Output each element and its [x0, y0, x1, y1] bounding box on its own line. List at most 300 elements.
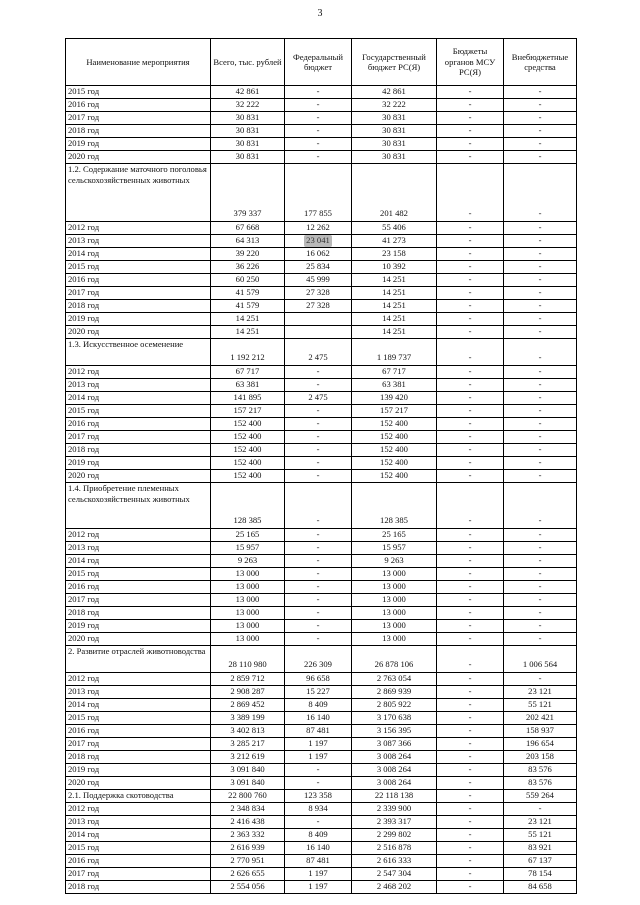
cell-federal: 1 197 — [285, 881, 352, 894]
cell-federal: 2 475 — [285, 339, 352, 366]
cell-municipal: - — [437, 555, 504, 568]
cell-extra: 203 158 — [504, 751, 577, 764]
cell-state: 201 482 — [352, 164, 437, 222]
cell-total: 30 831 — [211, 151, 285, 164]
cell-extra: 1 006 564 — [504, 646, 577, 673]
cell-municipal: - — [437, 99, 504, 112]
cell-municipal: - — [437, 803, 504, 816]
cell-extra: - — [504, 405, 577, 418]
cell-federal: 15 227 — [285, 686, 352, 699]
cell-state: 10 392 — [352, 261, 437, 274]
cell-municipal: - — [437, 138, 504, 151]
cell-municipal: - — [437, 392, 504, 405]
cell-label: 2017 год — [66, 594, 211, 607]
cell-state: 63 381 — [352, 379, 437, 392]
cell-state: 14 251 — [352, 287, 437, 300]
header-total: Всего, тыс. рублей — [211, 39, 285, 86]
cell-municipal: - — [437, 405, 504, 418]
cell-total: 25 165 — [211, 529, 285, 542]
cell-municipal: - — [437, 738, 504, 751]
cell-municipal: - — [437, 751, 504, 764]
cell-state: 152 400 — [352, 470, 437, 483]
cell-label: 2016 год — [66, 725, 211, 738]
table-row — [66, 112, 577, 125]
table-row — [66, 379, 577, 392]
cell-state: 14 251 — [352, 300, 437, 313]
cell-label: 2017 год — [66, 738, 211, 751]
cell-extra: - — [504, 313, 577, 326]
cell-total: 2 348 834 — [211, 803, 285, 816]
cell-total: 2 416 438 — [211, 816, 285, 829]
cell-extra: 559 264 — [504, 790, 577, 803]
cell-total: 36 226 — [211, 261, 285, 274]
cell-state: 128 385 — [352, 483, 437, 529]
cell-extra: - — [504, 151, 577, 164]
cell-state: 22 118 138 — [352, 790, 437, 803]
cell-extra: - — [504, 164, 577, 222]
table-row — [66, 751, 577, 764]
table-row — [66, 581, 577, 594]
cell-state: 2 339 900 — [352, 803, 437, 816]
cell-municipal: - — [437, 881, 504, 894]
cell-federal: - — [285, 633, 352, 646]
cell-federal: 8 409 — [285, 829, 352, 842]
cell-state: 2 869 939 — [352, 686, 437, 699]
table-row — [66, 855, 577, 868]
cell-state: 13 000 — [352, 594, 437, 607]
table-row — [66, 594, 577, 607]
table-row — [66, 607, 577, 620]
cell-state: 2 516 878 — [352, 842, 437, 855]
table-row — [66, 842, 577, 855]
table-row — [66, 261, 577, 274]
cell-label: 2015 год — [66, 261, 211, 274]
cell-federal: - — [285, 483, 352, 529]
section-row — [66, 483, 577, 529]
cell-federal: 8 409 — [285, 699, 352, 712]
cell-extra: - — [504, 112, 577, 125]
cell-state: 13 000 — [352, 633, 437, 646]
cell-federal: - — [285, 366, 352, 379]
table-row — [66, 248, 577, 261]
cell-label: 2019 год — [66, 313, 211, 326]
cell-municipal: - — [437, 607, 504, 620]
table-body — [66, 86, 577, 894]
cell-federal: - — [285, 470, 352, 483]
header-municipal: Бюджеты органов МСУ РС(Я) — [437, 39, 504, 86]
cell-extra: - — [504, 392, 577, 405]
table-row — [66, 405, 577, 418]
cell-state: 152 400 — [352, 444, 437, 457]
cell-label: 2018 год — [66, 881, 211, 894]
cell-extra: - — [504, 555, 577, 568]
cell-label: 1.3. Искусственное осеменение — [66, 339, 211, 366]
cell-total: 157 217 — [211, 405, 285, 418]
cell-total: 41 579 — [211, 300, 285, 313]
cell-federal: - — [285, 594, 352, 607]
cell-label: 2017 год — [66, 112, 211, 125]
cell-label: 2018 год — [66, 125, 211, 138]
cell-municipal: - — [437, 222, 504, 235]
table-row — [66, 138, 577, 151]
table-row — [66, 777, 577, 790]
cell-municipal: - — [437, 712, 504, 725]
table-row — [66, 725, 577, 738]
table-row — [66, 633, 577, 646]
cell-extra: - — [504, 803, 577, 816]
cell-federal: - — [285, 379, 352, 392]
cell-extra: - — [504, 300, 577, 313]
cell-label: 1.2. Содержание маточного поголовья сельскохозяйственных животных — [66, 164, 211, 222]
cell-federal: 16 140 — [285, 842, 352, 855]
cell-label: 2016 год — [66, 274, 211, 287]
cell-label: 2. Развитие отраслей животноводства — [66, 646, 211, 673]
smudged-value: 23 041 — [306, 235, 330, 246]
cell-federal: - — [285, 529, 352, 542]
cell-total: 3 091 840 — [211, 764, 285, 777]
cell-federal: 177 855 — [285, 164, 352, 222]
cell-extra: - — [504, 594, 577, 607]
cell-federal: 16 140 — [285, 712, 352, 725]
cell-state: 14 251 — [352, 274, 437, 287]
cell-label: 2014 год — [66, 829, 211, 842]
table-row — [66, 313, 577, 326]
cell-federal: - — [285, 555, 352, 568]
cell-municipal: - — [437, 725, 504, 738]
cell-total: 3 402 813 — [211, 725, 285, 738]
cell-municipal: - — [437, 777, 504, 790]
cell-extra: - — [504, 248, 577, 261]
cell-total: 13 000 — [211, 620, 285, 633]
cell-extra: - — [504, 529, 577, 542]
cell-label: 2012 год — [66, 529, 211, 542]
cell-label: 2015 год — [66, 568, 211, 581]
cell-federal: 1 197 — [285, 868, 352, 881]
cell-extra: - — [504, 261, 577, 274]
cell-municipal: - — [437, 594, 504, 607]
cell-state: 157 217 — [352, 405, 437, 418]
cell-label: 2016 год — [66, 418, 211, 431]
cell-extra: - — [504, 326, 577, 339]
cell-label: 2018 год — [66, 751, 211, 764]
cell-label: 2013 год — [66, 542, 211, 555]
cell-total: 41 579 — [211, 287, 285, 300]
cell-municipal: - — [437, 633, 504, 646]
cell-municipal: - — [437, 868, 504, 881]
table-row — [66, 790, 577, 803]
page-number: 3 — [317, 8, 323, 19]
cell-state: 2 393 317 — [352, 816, 437, 829]
cell-total: 128 385 — [211, 483, 285, 529]
table-row — [66, 235, 577, 248]
cell-total: 3 091 840 — [211, 777, 285, 790]
cell-federal: 12 262 — [285, 222, 352, 235]
cell-label: 2019 год — [66, 138, 211, 151]
cell-extra: - — [504, 274, 577, 287]
cell-state: 13 000 — [352, 568, 437, 581]
cell-label: 1.4. Приобретение племенных сельскохозяйственных животных — [66, 483, 211, 529]
cell-label: 2017 год — [66, 287, 211, 300]
cell-total: 2 616 939 — [211, 842, 285, 855]
cell-state: 3 008 264 — [352, 751, 437, 764]
section-row — [66, 164, 577, 222]
cell-extra: 84 658 — [504, 881, 577, 894]
cell-federal — [285, 235, 352, 248]
cell-label: 2019 год — [66, 457, 211, 470]
cell-municipal: - — [437, 300, 504, 313]
cell-label: 2020 год — [66, 777, 211, 790]
cell-federal: 45 999 — [285, 274, 352, 287]
cell-federal: 25 834 — [285, 261, 352, 274]
cell-federal: - — [285, 607, 352, 620]
cell-label: 2019 год — [66, 764, 211, 777]
cell-municipal: - — [437, 151, 504, 164]
cell-federal: - — [285, 777, 352, 790]
header-state: Государственный бюджет РС(Я) — [352, 39, 437, 86]
cell-state: 3 008 264 — [352, 764, 437, 777]
cell-total: 3 212 619 — [211, 751, 285, 764]
cell-extra: - — [504, 457, 577, 470]
cell-label: 2016 год — [66, 581, 211, 594]
table-row — [66, 151, 577, 164]
cell-federal: - — [285, 764, 352, 777]
cell-label: 2019 год — [66, 620, 211, 633]
cell-total: 13 000 — [211, 633, 285, 646]
cell-state: 152 400 — [352, 431, 437, 444]
table-row — [66, 699, 577, 712]
cell-federal: 8 934 — [285, 803, 352, 816]
table-row — [66, 568, 577, 581]
cell-total: 141 895 — [211, 392, 285, 405]
table-row — [66, 431, 577, 444]
cell-label: 2.1. Поддержка скотоводства — [66, 790, 211, 803]
cell-state: 14 251 — [352, 313, 437, 326]
cell-label: 2018 год — [66, 607, 211, 620]
cell-municipal: - — [437, 339, 504, 366]
cell-extra: - — [504, 633, 577, 646]
table-row — [66, 444, 577, 457]
table-row — [66, 881, 577, 894]
cell-municipal: - — [437, 699, 504, 712]
cell-extra: 83 576 — [504, 764, 577, 777]
cell-extra: 196 654 — [504, 738, 577, 751]
section-row — [66, 646, 577, 673]
table-row — [66, 673, 577, 686]
cell-state: 3 008 264 — [352, 777, 437, 790]
cell-label: 2017 год — [66, 431, 211, 444]
cell-state: 26 878 106 — [352, 646, 437, 673]
cell-total: 2 770 951 — [211, 855, 285, 868]
table-row — [66, 125, 577, 138]
cell-label: 2014 год — [66, 392, 211, 405]
cell-extra: 55 121 — [504, 829, 577, 842]
cell-total: 3 285 217 — [211, 738, 285, 751]
cell-municipal: - — [437, 790, 504, 803]
cell-municipal: - — [437, 542, 504, 555]
table-row — [66, 542, 577, 555]
cell-federal: 123 358 — [285, 790, 352, 803]
cell-total: 152 400 — [211, 457, 285, 470]
cell-label: 2020 год — [66, 326, 211, 339]
cell-total: 32 222 — [211, 99, 285, 112]
cell-extra: - — [504, 418, 577, 431]
cell-municipal: - — [437, 112, 504, 125]
cell-municipal: - — [437, 444, 504, 457]
cell-municipal: - — [437, 646, 504, 673]
cell-total: 63 381 — [211, 379, 285, 392]
cell-total: 30 831 — [211, 125, 285, 138]
cell-federal: - — [285, 444, 352, 457]
cell-total: 64 313 — [211, 235, 285, 248]
cell-extra: - — [504, 444, 577, 457]
cell-state: 139 420 — [352, 392, 437, 405]
cell-label: 2014 год — [66, 248, 211, 261]
cell-municipal: - — [437, 125, 504, 138]
cell-municipal: - — [437, 581, 504, 594]
cell-total: 2 363 332 — [211, 829, 285, 842]
cell-municipal: - — [437, 470, 504, 483]
cell-total: 152 400 — [211, 431, 285, 444]
table-row — [66, 712, 577, 725]
cell-extra: - — [504, 366, 577, 379]
cell-municipal: - — [437, 274, 504, 287]
cell-label: 2012 год — [66, 366, 211, 379]
cell-state: 9 263 — [352, 555, 437, 568]
cell-municipal: - — [437, 164, 504, 222]
cell-federal: 87 481 — [285, 855, 352, 868]
cell-state: 25 165 — [352, 529, 437, 542]
cell-federal — [285, 313, 352, 326]
cell-extra: - — [504, 581, 577, 594]
cell-municipal: - — [437, 529, 504, 542]
cell-extra: 158 937 — [504, 725, 577, 738]
cell-state: 30 831 — [352, 151, 437, 164]
cell-municipal: - — [437, 86, 504, 99]
cell-total: 42 861 — [211, 86, 285, 99]
cell-federal: - — [285, 418, 352, 431]
cell-federal: - — [285, 431, 352, 444]
cell-federal: - — [285, 457, 352, 470]
cell-extra: 78 154 — [504, 868, 577, 881]
cell-state: 30 831 — [352, 138, 437, 151]
table-row — [66, 287, 577, 300]
cell-extra: 23 121 — [504, 686, 577, 699]
table-row — [66, 86, 577, 99]
table-row — [66, 555, 577, 568]
cell-label: 2015 год — [66, 712, 211, 725]
cell-municipal: - — [437, 686, 504, 699]
cell-extra: - — [504, 125, 577, 138]
cell-total: 28 110 980 — [211, 646, 285, 673]
cell-municipal: - — [437, 379, 504, 392]
cell-state: 152 400 — [352, 418, 437, 431]
cell-total: 39 220 — [211, 248, 285, 261]
cell-state: 2 299 802 — [352, 829, 437, 842]
cell-federal: - — [285, 620, 352, 633]
cell-total: 1 192 212 — [211, 339, 285, 366]
cell-label: 2015 год — [66, 842, 211, 855]
cell-extra: 202 421 — [504, 712, 577, 725]
cell-label: 2020 год — [66, 470, 211, 483]
table-row — [66, 738, 577, 751]
cell-total: 2 859 712 — [211, 673, 285, 686]
cell-state: 41 273 — [352, 235, 437, 248]
cell-extra: - — [504, 287, 577, 300]
cell-total: 2 626 655 — [211, 868, 285, 881]
cell-extra: - — [504, 235, 577, 248]
cell-federal: - — [285, 581, 352, 594]
table-row — [66, 686, 577, 699]
cell-federal: - — [285, 151, 352, 164]
cell-extra: 23 121 — [504, 816, 577, 829]
cell-total: 13 000 — [211, 568, 285, 581]
cell-label: 2016 год — [66, 855, 211, 868]
cell-state: 15 957 — [352, 542, 437, 555]
cell-federal: - — [285, 112, 352, 125]
cell-federal: 1 197 — [285, 738, 352, 751]
cell-state: 67 717 — [352, 366, 437, 379]
cell-extra: 83 576 — [504, 777, 577, 790]
cell-municipal: - — [437, 457, 504, 470]
table-row — [66, 620, 577, 633]
cell-municipal: - — [437, 326, 504, 339]
cell-total: 60 250 — [211, 274, 285, 287]
cell-extra: - — [504, 568, 577, 581]
cell-extra: - — [504, 607, 577, 620]
cell-total: 13 000 — [211, 594, 285, 607]
cell-federal: - — [285, 125, 352, 138]
table-row — [66, 99, 577, 112]
table-row — [66, 326, 577, 339]
cell-total: 2 869 452 — [211, 699, 285, 712]
table-row — [66, 764, 577, 777]
cell-state: 42 861 — [352, 86, 437, 99]
cell-state: 14 251 — [352, 326, 437, 339]
cell-municipal: - — [437, 842, 504, 855]
cell-total: 2 908 287 — [211, 686, 285, 699]
cell-total: 30 831 — [211, 112, 285, 125]
cell-label: 2018 год — [66, 300, 211, 313]
cell-municipal: - — [437, 816, 504, 829]
cell-municipal: - — [437, 261, 504, 274]
cell-state: 30 831 — [352, 125, 437, 138]
cell-federal: - — [285, 138, 352, 151]
cell-label: 2020 год — [66, 151, 211, 164]
cell-label: 2014 год — [66, 555, 211, 568]
cell-label: 2015 год — [66, 86, 211, 99]
cell-total: 152 400 — [211, 470, 285, 483]
cell-municipal: - — [437, 235, 504, 248]
cell-extra: - — [504, 470, 577, 483]
header-name: Наименование мероприятия — [66, 39, 211, 86]
cell-municipal: - — [437, 431, 504, 444]
cell-extra: - — [504, 379, 577, 392]
table-row — [66, 274, 577, 287]
cell-extra: - — [504, 86, 577, 99]
cell-state: 23 158 — [352, 248, 437, 261]
cell-federal — [285, 326, 352, 339]
table-row — [66, 222, 577, 235]
cell-state: 3 087 366 — [352, 738, 437, 751]
cell-state: 13 000 — [352, 607, 437, 620]
cell-federal: - — [285, 405, 352, 418]
table-row — [66, 300, 577, 313]
cell-municipal: - — [437, 673, 504, 686]
table-row — [66, 803, 577, 816]
cell-federal: - — [285, 816, 352, 829]
cell-label: 2012 год — [66, 803, 211, 816]
cell-total: 3 389 199 — [211, 712, 285, 725]
